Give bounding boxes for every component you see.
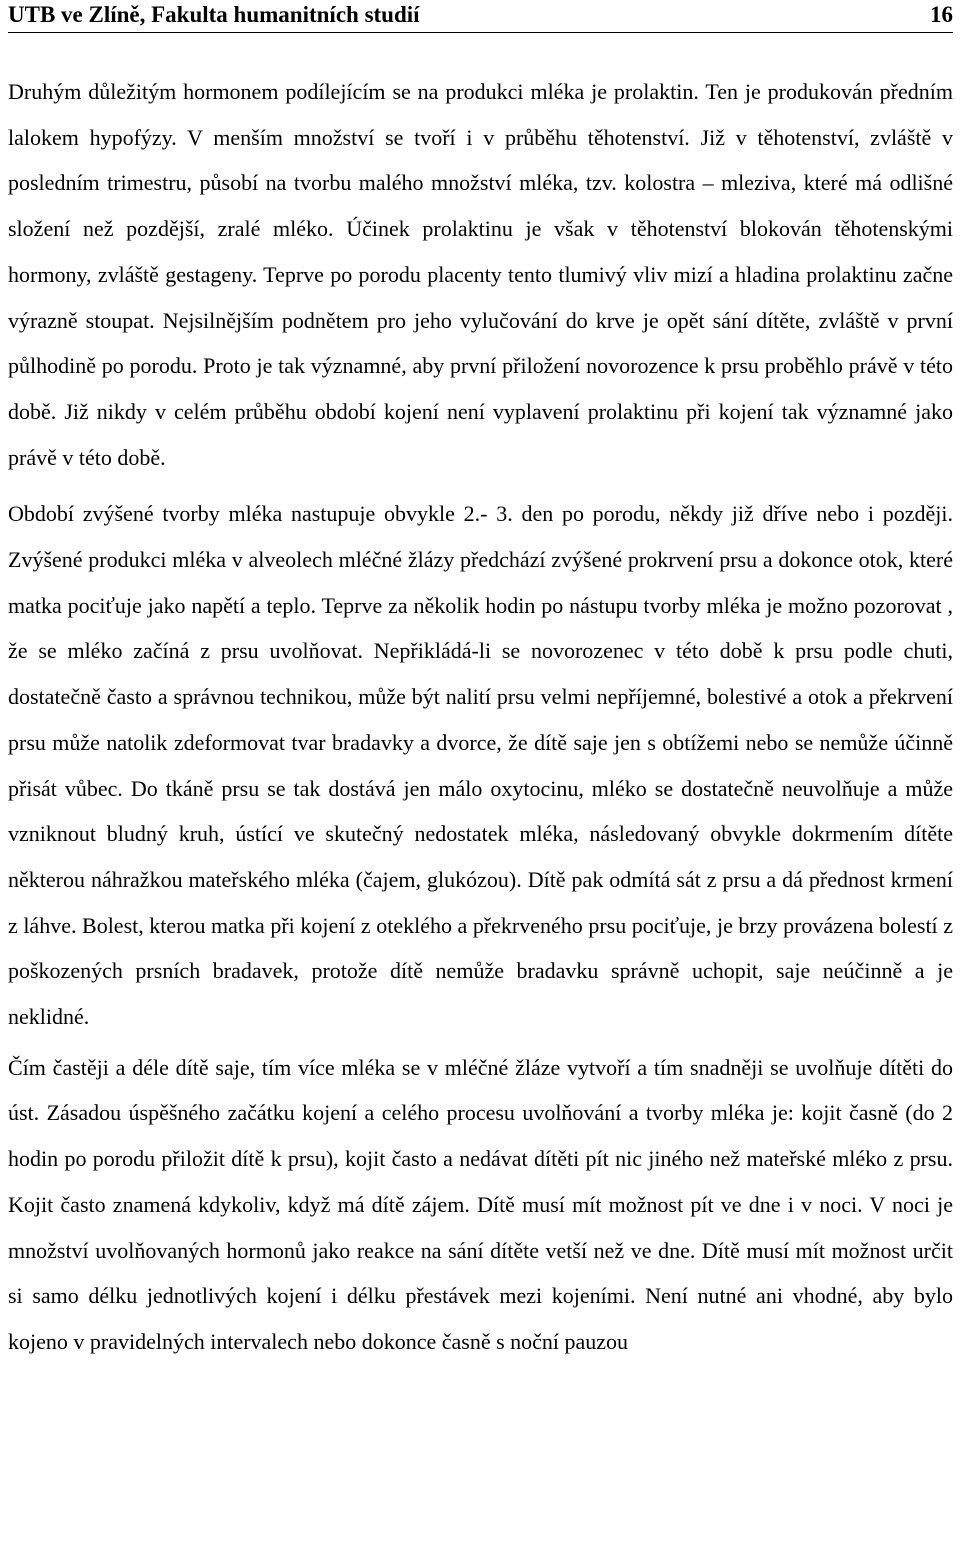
header-title: UTB ve Zlíně, Fakulta humanitních studií [8,2,420,27]
page-number: 16 [930,2,953,27]
running-header [8,0,953,33]
paragraph: Druhým důležitým hormonem podílejícím se na produkci mléka je prolaktin. Ten je produkován předním lalokem hypofýzy. V menším množství se tvoří i v průběhu těhotenství. Již v těhotenství, zvláště v posledním trimestru, působí na tvorbu malého množství mléka, tzv. kolostra – mleziva, které má odlišné složení než pozdější, zralé mléko. Účinek prolaktinu je však v těhotenství blokován těhotenskými hormony, zvláště gestageny. Teprve po porodu placenty tento tlumivý vliv mizí a hladina prolaktinu začne výrazně stoupat. Nejsilnějším podnětem pro jeho vylučování do krve je opět sání dítěte, zvláště v první půlhodině po porodu. Proto je tak významné, aby první přiložení novorozence k prsu proběhlo právě v této době. Již nikdy v celém průběhu období kojení není vyplavení prolaktinu při kojení tak významné jako právě v této době. [8,79,953,470]
document-page [8,0,953,1363]
paragraph: Čím častěji a déle dítě saje, tím více mléka se v mléčné žláze vytvoří a tím snadněji se uvolňuje dítěti do úst. Zásadou úspěšného začátku kojení a celého procesu uvolňování a tvorby mléka je: kojit časně (do 2 hodin po porodu přiložit dítě k prsu), kojit často a nedávat dítěti pít nic jiného než mateřské mléko z prsu. Kojit často znamená kdykoliv, když má dítě zájem. Dítě musí mít možnost pít ve dne i v noci. V noci je množství uvolňovaných hormonů jako reakce na sání dítěte vetší než ve dne. Dítě musí mít možnost určit si samo délku jednotlivých kojení i délku přestávek mezi kojeními. Není nutné ani vhodné, aby bylo kojeno v pravidelných intervalech nebo dokonce časně s noční pauzou [8,1054,953,1354]
paragraph: Období zvýšené tvorby mléka nastupuje obvykle 2.- 3. den po porodu, někdy již dříve nebo i později. Zvýšené produkci mléka v alveolech mléčné žlázy předchází zvýšené prokrvení prsu a dokonce otok, které matka pociťuje jako napětí a teplo. Teprve za několik hodin po nástupu tvorby mléka je možno pozorovat , že se mléko začíná z prsu uvolňovat. Nepřikládá-li se novorozenec v této době k prsu podle chuti, dostatečně často a správnou technikou, může být nalití prsu velmi nepříjemné, bolestivé a otok a překrvení prsu může natolik zdeformovat tvar bradavky a dvorce, že dítě saje jen s obtížemi nebo se nemůže účinně přisát vůbec. Do tkáně prsu se tak dostává jen málo oxytocinu, mléko se dostatečně neuvolňuje a může vzniknout bludný kruh, ústící ve skutečný nedostatek mléka, následovaný obvykle dokrmením dítěte některou náhražkou mateřského mléka (čajem, glukózou). Dítě pak odmítá sát z prsu a dá přednost krmení z láhve. Bolest, kterou matka při kojení z oteklého a překrveného prsu pociťuje, je brzy provázena bolestí z poškozených prsních bradavek, protože dítě nemůže bradavku správně uchopit, saje neúčinně a je neklidné. [8,501,953,1030]
